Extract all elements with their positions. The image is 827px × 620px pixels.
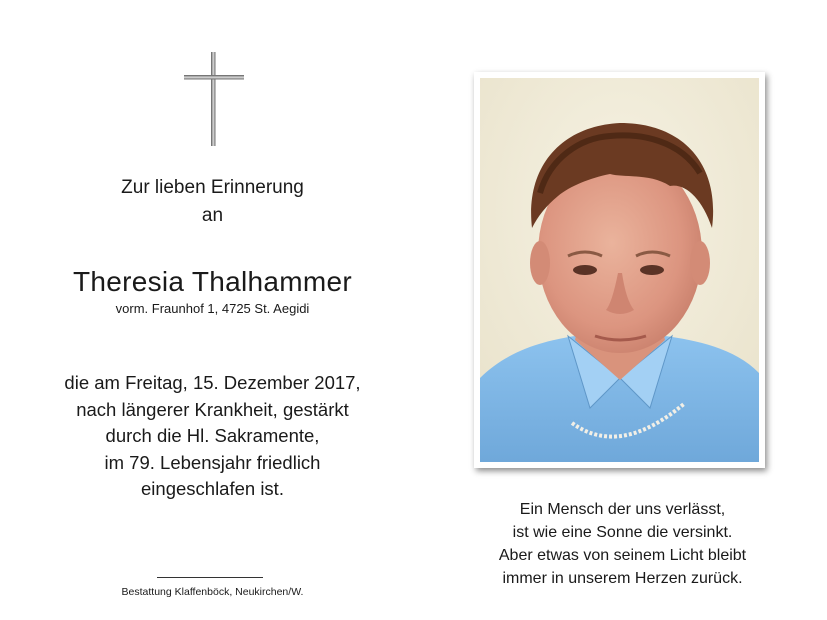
poem-line: immer in unserem Herzen zurück.: [502, 570, 743, 587]
portrait-photo: [480, 78, 759, 462]
portrait-illustration: [480, 78, 759, 462]
notice-line: durch die Hl. Sakramente,: [105, 425, 320, 446]
memorial-poem: [460, 498, 785, 590]
dedication-line-2: an: [201, 205, 224, 226]
notice-line: nach längerer Krankheit, gestärkt: [76, 398, 349, 420]
cross-icon: [183, 51, 245, 147]
dedication-line-1: Zur lieben Erinnerung: [121, 177, 304, 198]
death-notice-text: [30, 370, 395, 503]
notice-line: die am Freitag, 15. Dezember 2017,: [64, 372, 361, 393]
dedication-heading: [110, 174, 315, 230]
poem-line: Ein Mensch der uns verlässt,: [519, 501, 726, 518]
divider-line: [157, 577, 263, 578]
poem-line: Aber etwas von seinem Licht bleibt: [498, 547, 747, 564]
deceased-address: vorm. Fraunhof 1, 4725 St. Aegidi: [115, 301, 310, 316]
deceased-name: Theresia Thalhammer: [72, 266, 353, 297]
photo-frame: [474, 72, 765, 468]
notice-line: im 79. Lebensjahr friedlich: [104, 451, 321, 473]
notice-line: eingeschlafen ist.: [141, 478, 284, 499]
undertaker-credit: Bestattung Klaffenböck, Neukirchen/W.: [121, 586, 304, 598]
poem-line: ist wie eine Sonne die versinkt.: [512, 524, 733, 541]
